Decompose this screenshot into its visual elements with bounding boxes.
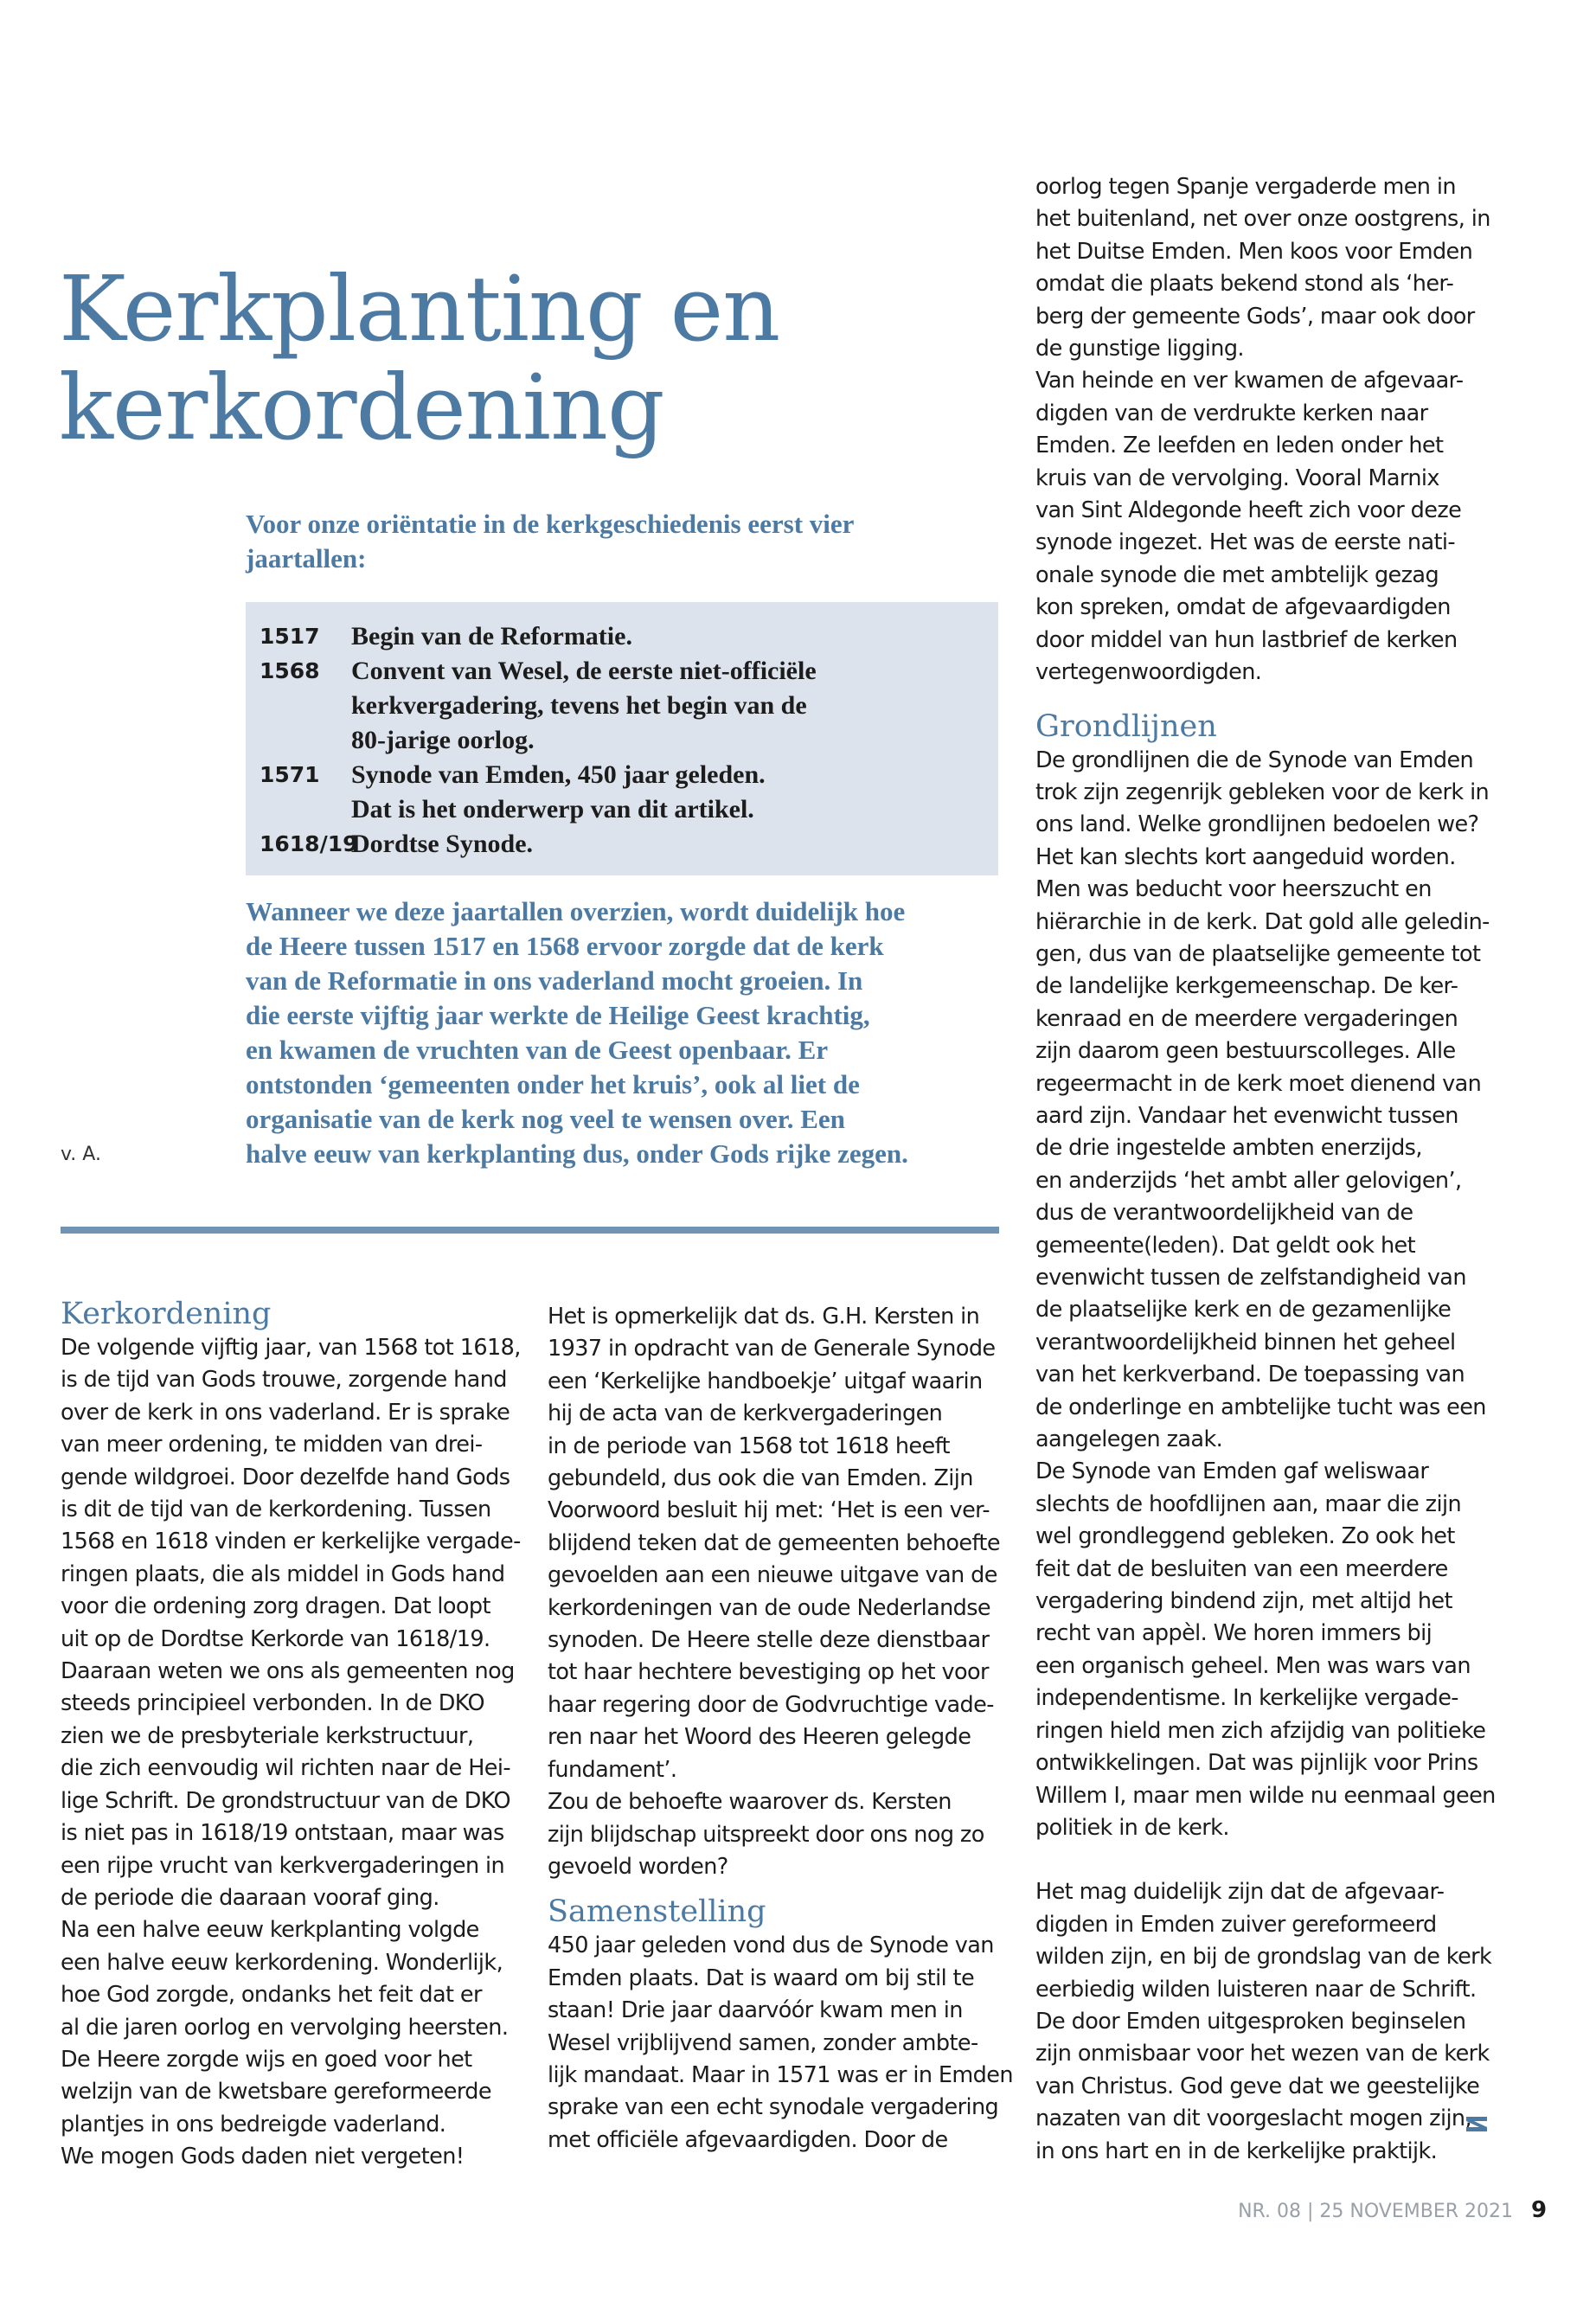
text-line: in de periode van 1568 tot 1618 heeft (548, 1433, 950, 1459)
text-line: is de tijd van Gods trouwe, zorgende hand (61, 1367, 507, 1394)
text-line: synode ingezet. Het was de eerste nati- (1035, 529, 1455, 556)
text-line: gevoeld worden? (548, 1853, 728, 1880)
text-line: staan! Drie jaar daarvóór kwam men in (548, 1997, 963, 2024)
text-line: nazaten van dit voorgeslacht mogen zijn, (1035, 2106, 1472, 2132)
column-3 (1035, 171, 1520, 2168)
text-line: onale synode die met ambtelijk gezag (1035, 561, 1439, 588)
text-line: het buitenland, net over onze oostgrens, in (1035, 206, 1490, 233)
text-line: vertegenwoordigden. (1035, 659, 1262, 686)
text-line: De Heere zorgde wijs en goed voor het (61, 2046, 472, 2073)
text-line: 450 jaar geleden vond dus de Synode van (548, 1932, 994, 1959)
author-initials: v. A. (61, 1144, 101, 1165)
text-line: slechts de hoofdlijnen aan, maar die zijn (1035, 1490, 1461, 1517)
page-number: 9 (1531, 2197, 1548, 2223)
text-line: lijk mandaat. Maar in 1571 was er in Emden (548, 2061, 1013, 2088)
text-line: kruis van de vervolging. Vooral Marnix (1035, 465, 1439, 491)
text-line: We mogen Gods daden niet vergeten! (61, 2144, 465, 2170)
text-line: met officiële afgevaardigden. Door de (548, 2126, 948, 2153)
intro-line: Voor onze oriëntatie in de kerkgeschiedenis eerst vier (246, 509, 855, 539)
text-line: Het kan slechts kort aangeduid worden. (1035, 843, 1456, 870)
text-line: Het mag duidelijk zijn dat de afgevaar- (1035, 1879, 1445, 1906)
text-line: ringen plaats, die als middel in Gods hand (61, 1561, 505, 1587)
text-line: de gunstige ligging. (1035, 336, 1244, 362)
text-line: zien we de presbyteriale kerkstructuur, (61, 1722, 474, 1749)
text-line: synoden. De Heere stelle deze dienstbaar (548, 1627, 990, 1654)
text-line: dus de verantwoordelijkheid van de (1035, 1200, 1413, 1227)
text-line: van meer ordening, te midden van drei- (61, 1432, 483, 1458)
text-line: ringen hield men zich afzijdig van politieke (1035, 1717, 1486, 1744)
text-line: lige Schrift. De grondstructuur van de DKO (61, 1787, 510, 1814)
text-line: 1568 en 1618 vinden er kerkelijke vergade- (61, 1529, 521, 1555)
text-line: haar regering door de Godvruchtige vade- (548, 1691, 994, 1718)
text-line: Men was beducht voor heerszucht en (1035, 876, 1432, 903)
text-line: Daaraan weten we ons als gemeenten nog (61, 1658, 515, 1685)
text-line: het Duitse Emden. Men koos voor Emden (1035, 238, 1473, 265)
lead-line: die eerste vijftig jaar werkte de Heilige Geest krachtig, (246, 1000, 870, 1030)
text-line: hiërarchie in de kerk. Dat gold alle geledin- (1035, 908, 1490, 935)
text-line: De volgende vijftig jaar, van 1568 tot 1618, (61, 1335, 521, 1361)
text-line: omdat die plaats bekend stond als ‘her- (1035, 271, 1454, 298)
text-line: ren naar het Woord des Heeren gelegde (548, 1724, 971, 1751)
text-line: plantjes in ons bedreigde vaderland. (61, 2111, 446, 2138)
text-line: de onderlinge en ambtelijke tucht was een (1035, 1394, 1486, 1420)
text-line: digden in Emden zuiver gereformeerd (1035, 1911, 1437, 1938)
title-line: kerkordening (59, 355, 664, 460)
lead-line: van de Reformatie in ons vaderland mocht groeien. In (246, 965, 863, 996)
text-line: een rijpe vrucht van kerkvergaderingen in (61, 1852, 505, 1879)
text-line: verantwoordelijkheid binnen het geheel (1035, 1329, 1456, 1356)
text-line: trok zijn zegenrijk gebleken voor de kerk in (1035, 779, 1490, 805)
text-line: Emden. Ze leefden en leden onder het (1035, 433, 1444, 459)
lead-line: de Heere tussen 1517 en 1568 ervoor zorgde dat de kerk (246, 931, 884, 961)
dates-box (246, 602, 998, 875)
date-text: Dat is het onderwerp van dit artikel. (351, 795, 754, 824)
text-line: van het kerkverband. De toepassing van (1035, 1362, 1465, 1388)
text-line: ontwikkelingen. Dat was pijnlijk voor Prins (1035, 1750, 1478, 1777)
text-line: de landelijke kerkgemeenschap. De ker- (1035, 973, 1458, 1000)
section-heading-kerkordening: Kerkordening (61, 1297, 272, 1331)
text-line: vergadering bindend zijn, met altijd het (1035, 1588, 1452, 1615)
section-heading-samenstelling: Samenstelling (548, 1894, 766, 1930)
end-mark-icon (1464, 2113, 1490, 2134)
date-text: Begin van de Reformatie. (351, 622, 632, 651)
date-year: 1568 (260, 658, 320, 683)
text-line: een organisch geheel. Men was wars van (1035, 1652, 1471, 1679)
issue-info: NR. 08 | 25 NOVEMBER 2021 (1238, 2201, 1513, 2222)
lead-line: organisatie van de kerk nog veel te wensen over. Een (246, 1104, 845, 1134)
text-line: voor die ordening zorg dragen. Dat loopt (61, 1593, 490, 1620)
intro-line: jaartallen: (246, 543, 367, 574)
text-line: kerkordeningen van de oude Nederlandse (548, 1594, 991, 1621)
text-line: Het is opmerkelijk dat ds. G.H. Kersten in (548, 1304, 980, 1330)
text-line: de plaatselijke kerk en de gezamenlijke (1035, 1297, 1452, 1324)
text-line: feit dat de besluiten van een meerdere (1035, 1555, 1448, 1582)
text-line: regeermacht in de kerk moet dienend van (1035, 1070, 1482, 1097)
text-line: evenwicht tussen de zelfstandigheid van (1035, 1265, 1466, 1291)
text-line: een halve eeuw kerkordening. Wonderlijk, (61, 1949, 503, 1976)
text-line: wilden zijn, en bij de grondslag van de kerk (1035, 1944, 1492, 1971)
text-line: hij de acta van de kerkvergaderingen (548, 1400, 943, 1427)
divider-rule (61, 1227, 999, 1234)
text-line: aangelegen zaak. (1035, 1426, 1223, 1453)
text-line: van Sint Aldegonde heeft zich voor deze (1035, 497, 1462, 524)
text-line: gende wildgroei. Door dezelfde hand Gods (61, 1464, 510, 1490)
text-line: welzijn van de kwetsbare gereformeerde (61, 2079, 491, 2106)
lead-line: ontstonden ‘gemeenten onder het kruis’, ook al liet de (246, 1069, 860, 1099)
text-line: 1937 in opdracht van de Generale Synode (548, 1336, 996, 1362)
text-line: gevoelden aan een nieuwe uitgave van de (548, 1562, 997, 1589)
text-line: kenraad en de meerdere vergaderingen (1035, 1005, 1458, 1032)
text-line: de drie ingestelde ambten enerzijds, (1035, 1135, 1422, 1162)
text-line: die zich eenvoudig wil richten naar de Hei- (61, 1755, 510, 1782)
text-line: zijn onmisbaar voor het wezen van de kerk (1035, 2041, 1490, 2067)
date-text: Convent van Wesel, de eerste niet-officiële (351, 657, 817, 685)
date-text: kerkvergadering, tevens het begin van de (351, 691, 807, 720)
text-line: aard zijn. Vandaar het evenwicht tussen (1035, 1102, 1458, 1129)
text-line: eerbiedig wilden luisteren naar de Schrift. (1035, 1976, 1477, 2003)
date-year: 1618/19 (260, 831, 358, 856)
text-line: van Christus. God geve dat we geestelijke (1035, 2073, 1480, 2099)
text-line: Voorwoord besluit hij met: ‘Het is een ver- (548, 1497, 990, 1524)
title-line: Kerkplanting en (59, 256, 780, 362)
date-year: 1571 (260, 762, 320, 787)
column-1 (61, 1296, 545, 2174)
text-line: een ‘Kerkelijke handboekje’ uitgaf waarin (548, 1368, 983, 1394)
lead-line: halve eeuw van kerkplanting dus, onder Gods rijke zegen. (246, 1138, 908, 1169)
section-heading-grondlijnen: Grondlijnen (1035, 708, 1217, 744)
text-line: De Synode van Emden gaf weliswaar (1035, 1458, 1429, 1485)
lead-paragraph (246, 894, 1007, 1171)
date-text: 80-jarige oorlog. (351, 726, 535, 754)
text-line: Na een halve eeuw kerkplanting volgde (61, 1917, 479, 1944)
text-line: zijn blijdschap uitspreekt door ons nog zo (548, 1821, 984, 1848)
text-line: hoe God zorgde, ondanks het feit dat er (61, 1982, 482, 2009)
intro-text (246, 507, 998, 576)
text-line: gemeente(leden). Dat geldt ook het (1035, 1232, 1415, 1259)
text-line: wel grondleggend gebleken. Zo ook het (1035, 1523, 1455, 1550)
text-line: is niet pas in 1618/19 ontstaan, maar was (61, 1820, 504, 1847)
column-3-body-3 (1035, 1876, 1520, 2168)
text-line: uit op de Dordtse Kerkorde van 1618/19. (61, 1625, 490, 1652)
text-line: in ons hart en in de kerkelijke praktijk. (1035, 2138, 1438, 2164)
text-line: is dit de tijd van de kerkordening. Tussen (61, 1497, 491, 1523)
text-line: Wesel vrijblijvend samen, zonder ambte- (548, 2029, 978, 2056)
text-line: oorlog tegen Spanje vergaderde men in (1035, 174, 1456, 200)
text-line: kon spreken, omdat de afgevaardigden (1035, 594, 1451, 621)
date-text: Synode van Emden, 450 jaar geleden. (351, 760, 766, 789)
text-line: door middel van hun lastbrief de kerken (1035, 626, 1458, 653)
text-line: al die jaren oorlog en vervolging heersten. (61, 2014, 509, 2041)
text-line: gen, dus van de plaatselijke gemeente tot (1035, 940, 1481, 967)
date-year: 1517 (260, 624, 320, 649)
text-line: over de kerk in ons vaderland. Er is sprake (61, 1399, 510, 1426)
text-line: Zou de behoefte waarover ds. Kersten (548, 1789, 952, 1816)
paragraph-spacer (1035, 1844, 1520, 1876)
text-line: berg der gemeente Gods’, maar ook door (1035, 303, 1475, 330)
text-line: en anderzijds ‘het ambt aller gelovigen’, (1035, 1167, 1462, 1194)
column-3-body (1035, 171, 1520, 689)
column-2-body (548, 1301, 1032, 1883)
text-line: independentisme. In kerkelijke vergade- (1035, 1685, 1458, 1712)
text-line: de periode die daaraan vooraf ging. (61, 1884, 439, 1911)
lead-line: en kwamen de vruchten van de Geest openbaar. Er (246, 1035, 829, 1065)
text-line: gebundeld, dus ook die van Emden. Zijn (548, 1465, 973, 1492)
column-2-body-2 (548, 1930, 1032, 2157)
text-line: recht van appèl. We horen immers bij (1035, 1620, 1433, 1647)
text-line: Emden plaats. Dat is waard om bij stil te (548, 1965, 975, 1991)
text-line: blijdend teken dat de gemeenten behoefte (548, 1529, 1000, 1556)
date-text: Dordtse Synode. (351, 830, 534, 858)
text-line: fundament’. (548, 1756, 677, 1783)
text-line: digden van de verdrukte kerken naar (1035, 400, 1428, 426)
column-1-body (61, 1332, 545, 2174)
text-line: De grondlijnen die de Synode van Emden (1035, 747, 1474, 773)
text-line: tot haar hechtere bevestiging op het voor (548, 1659, 989, 1686)
text-line: zijn daarom geen bestuurscolleges. Alle (1035, 1038, 1456, 1065)
text-line: Willem I, maar men wilde nu eenmaal geen (1035, 1782, 1496, 1809)
column-2 (548, 1301, 1032, 2157)
text-line: politiek in de kerk. (1035, 1814, 1229, 1841)
text-line: steeds principieel verbonden. In de DKO (61, 1690, 484, 1717)
text-line: Van heinde en ver kwamen de afgevaar- (1035, 368, 1464, 394)
lead-line: Wanneer we deze jaartallen overzien, wordt duidelijk hoe (246, 896, 906, 926)
column-3-body-2 (1035, 745, 1520, 1845)
article-title (59, 256, 967, 460)
text-line: sprake van een echt synodale vergadering (548, 2094, 999, 2121)
text-line: De door Emden uitgesproken beginselen (1035, 2008, 1466, 2035)
text-line: ons land. Welke grondlijnen bedoelen we? (1035, 811, 1479, 838)
